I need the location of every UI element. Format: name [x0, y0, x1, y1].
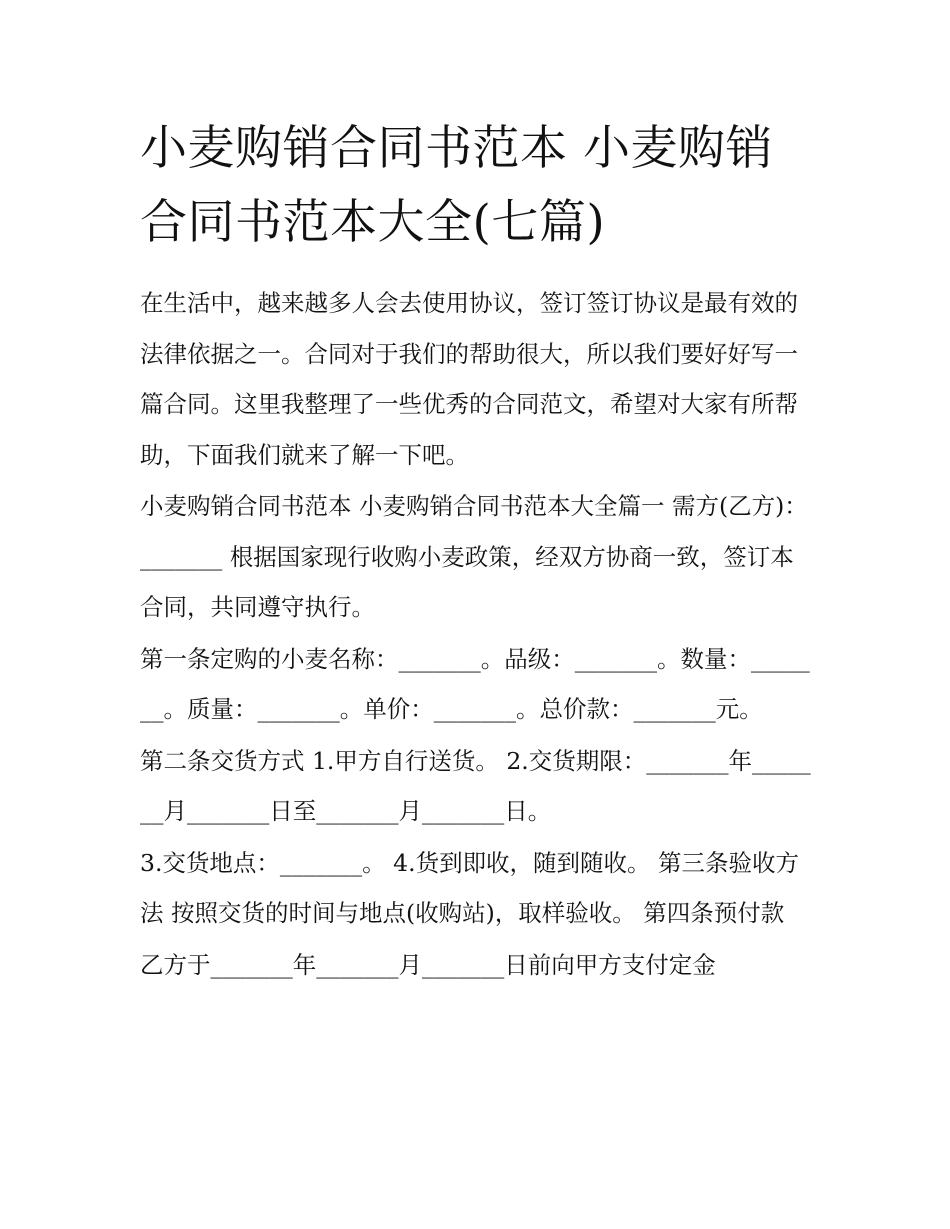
contract-preamble-paragraph: 小麦购销合同书范本 小麦购销合同书范本大全篇一 需方(乙方)：_______ 根据国家现行收购小麦政策，经双方协商一致，签订本合同，共同遵守执行。	[140, 492, 808, 621]
delivery-inspection-paragraph: 3.交货地点：_______。 4.货到即收，随到随收。 第三条验收方法 按照交货的时间与地点(收购站)，取样验收。 第四条预付款	[140, 848, 800, 927]
document-page	[140, 112, 815, 991]
prepayment-paragraph: 乙方于_______年_______月_______日前向甲方支付定金	[140, 950, 716, 979]
article-one-paragraph: 第一条定购的小麦名称：_______。品级：_______。数量：_______。质量：_______。单价：_______。总价款：_______元。	[140, 644, 810, 723]
article-two-paragraph: 第二条交货方式 1.甲方自行送货。 2.交货期限：_______年_______月_______日至_______月_______日。	[140, 746, 811, 825]
document-title: 小麦购销合同书范本 小麦购销合同书范本大全(七篇)	[140, 121, 773, 250]
intro-paragraph: 在生活中，越来越多人会去使用协议，签订签订协议是最有效的法律依据之一。合同对于我们的帮助很大，所以我们要好好写一篇合同。这里我整理了一些优秀的合同范文，希望对大家有所帮助，下面我们就来了解一下吧。	[140, 289, 798, 469]
